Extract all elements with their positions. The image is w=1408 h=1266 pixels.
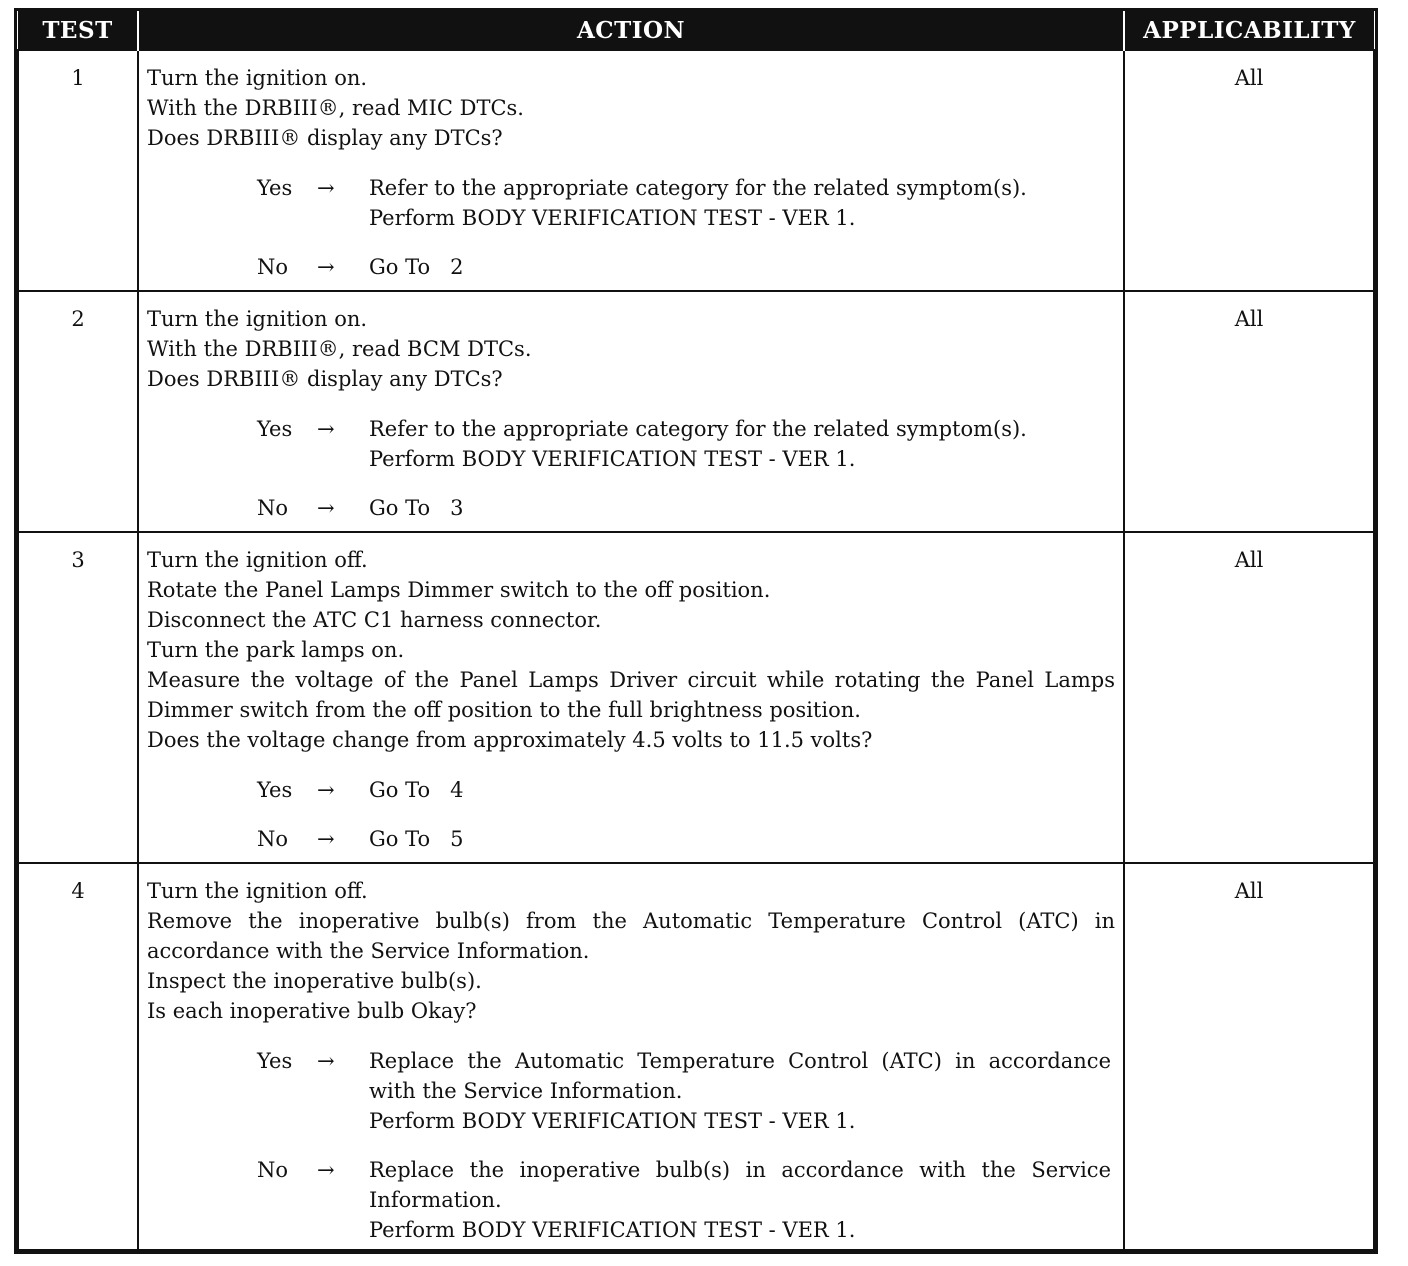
step-text: Inspect the inoperative bulb(s). — [147, 969, 482, 993]
applicability-value: All — [1124, 291, 1374, 532]
yes-instructions: Go To 4 — [369, 778, 464, 802]
action-cell — [138, 532, 1124, 863]
test-number: 3 — [18, 532, 138, 863]
diagnostic-procedure-table — [14, 8, 1378, 1254]
test-number: 1 — [18, 50, 138, 291]
applicability-value: All — [1124, 532, 1374, 863]
header-action: ACTION — [138, 11, 1124, 50]
yes-outcome — [257, 414, 1115, 474]
arrow-right-icon: → — [317, 255, 335, 279]
step-text: Rotate the Panel Lamps Dimmer switch to the off position. — [147, 578, 771, 602]
header-test: TEST — [18, 11, 138, 50]
test-number: 4 — [18, 863, 138, 1250]
step-text: Disconnect the ATC C1 harness connector. — [147, 608, 602, 632]
no-label: No — [257, 255, 289, 279]
action-cell — [138, 291, 1124, 532]
no-instructions: Replace the inoperative bulb(s) in accordance with the Service Information. Perform BODY VERIFICATION TEST - VER 1. — [369, 1158, 1111, 1242]
test-row-3 — [18, 532, 1374, 863]
yes-outcome — [257, 173, 1115, 233]
no-instructions: Go To 3 — [369, 496, 464, 520]
test-row-2 — [18, 291, 1374, 532]
arrow-right-icon: → — [317, 1158, 335, 1182]
arrow-right-icon: → — [317, 778, 335, 802]
no-instructions: Go To 5 — [369, 827, 464, 851]
yes-label: Yes — [257, 778, 293, 802]
no-outcome — [257, 252, 1115, 282]
yes-instructions: Refer to the appropriate category for the related symptom(s). Perform BODY VERIFICATION TEST - VER 1. — [369, 417, 1027, 471]
step-text: Turn the park lamps on. — [147, 638, 405, 662]
no-instructions: Go To 2 — [369, 255, 464, 279]
yes-instructions: Replace the Automatic Temperature Control (ATC) in accordance with the Service Information. Perform BODY VERIFICATION TEST - VER 1. — [369, 1049, 1111, 1133]
yes-outcome — [257, 1046, 1115, 1136]
yes-label: Yes — [257, 176, 293, 200]
no-label: No — [257, 827, 289, 851]
step-text: Measure the voltage of the Panel Lamps Driver circuit while rotating the Panel Lamps Dimmer switch from the off position to the full brightness position. — [147, 668, 1115, 722]
step-text: Turn the ignition off. — [147, 879, 368, 903]
no-label: No — [257, 496, 289, 520]
step-question: Does the voltage change from approximately 4.5 volts to 11.5 volts? — [147, 728, 873, 752]
step-question: Does DRBIII® display any DTCs? — [147, 126, 503, 150]
step-text: Turn the ignition on. — [147, 66, 368, 90]
applicability-value: All — [1124, 50, 1374, 291]
header-applicability: APPLICABILITY — [1124, 11, 1374, 50]
step-text: Turn the ignition on. — [147, 307, 368, 331]
arrow-right-icon: → — [317, 827, 335, 851]
step-question: Does DRBIII® display any DTCs? — [147, 367, 503, 391]
table-header-row — [18, 11, 1374, 50]
step-text: With the DRBIII®, read MIC DTCs. — [147, 96, 524, 120]
applicability-value: All — [1124, 863, 1374, 1250]
step-text: Remove the inoperative bulb(s) from the Automatic Temperature Control (ATC) in accordance with the Service Information. — [147, 909, 1115, 963]
no-outcome — [257, 1155, 1115, 1245]
step-text: With the DRBIII®, read BCM DTCs. — [147, 337, 532, 361]
no-label: No — [257, 1158, 289, 1182]
test-row-4 — [18, 863, 1374, 1250]
action-cell — [138, 863, 1124, 1250]
yes-label: Yes — [257, 417, 293, 441]
yes-instructions: Refer to the appropriate category for the related symptom(s). Perform BODY VERIFICATION TEST - VER 1. — [369, 176, 1027, 230]
action-cell — [138, 50, 1124, 291]
step-question: Is each inoperative bulb Okay? — [147, 999, 477, 1023]
arrow-right-icon: → — [317, 417, 335, 441]
no-outcome — [257, 824, 1115, 854]
no-outcome — [257, 493, 1115, 523]
test-row-1 — [18, 50, 1374, 291]
arrow-right-icon: → — [317, 176, 335, 200]
test-number: 2 — [18, 291, 138, 532]
procedure-table — [17, 11, 1375, 1251]
arrow-right-icon: → — [317, 1049, 335, 1073]
yes-outcome — [257, 775, 1115, 805]
step-text: Turn the ignition off. — [147, 548, 368, 572]
yes-label: Yes — [257, 1049, 293, 1073]
arrow-right-icon: → — [317, 496, 335, 520]
